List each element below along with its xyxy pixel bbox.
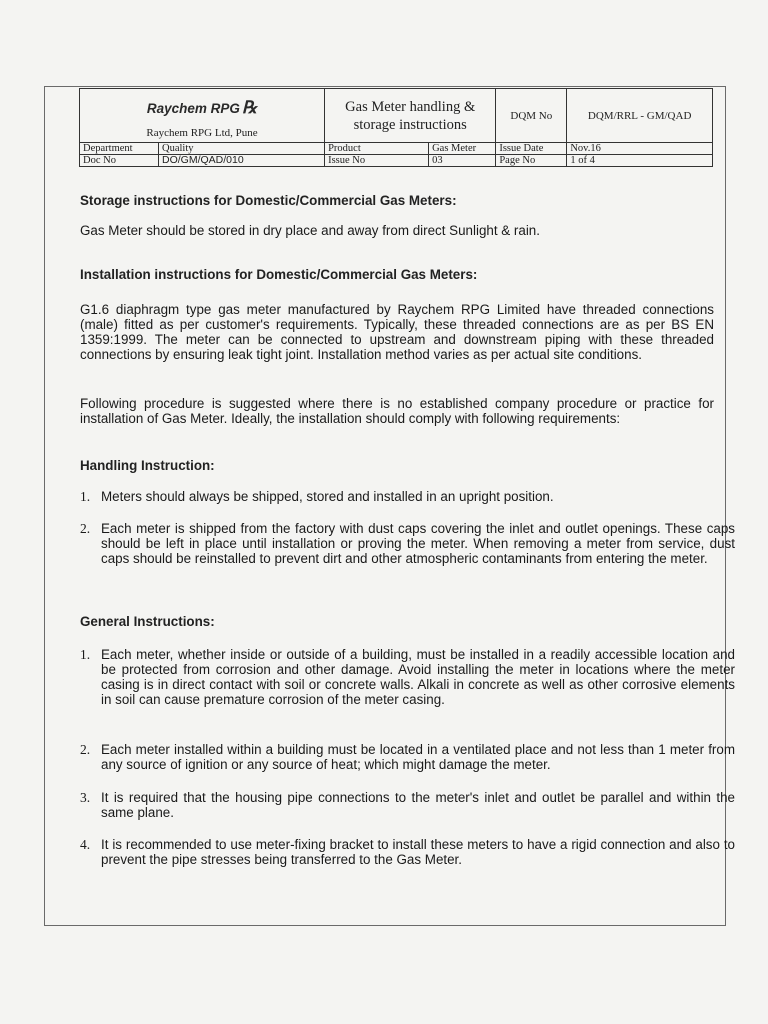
document-title xyxy=(325,89,496,143)
department-value: Quality xyxy=(159,143,325,155)
list-item-text: Each meter installed within a building must be located in a ventilated place and not less than 1 meter from any source of ignition or any source of heat; which might damage the meter. xyxy=(101,742,735,772)
installation-para-2: Following procedure is suggested where there is no established company procedure or practice for installation of Gas Meter. Ideally, the installation should comply with following requirements: xyxy=(80,396,714,426)
general-item-1 xyxy=(80,647,735,707)
storage-heading: Storage instructions for Domestic/Commercial Gas Meters: xyxy=(80,193,457,208)
brand-mark-icon: ℞ xyxy=(241,98,258,117)
list-item-text: Meters should always be shipped, stored and installed in an upright position. xyxy=(101,489,554,504)
brand-name: Raychem RPG xyxy=(146,101,240,116)
general-item-4 xyxy=(80,837,735,867)
list-item-text: Each meter is shipped from the factory with dust caps covering the inlet and outlet openings. These caps should be left in place until installation or proving the meter. When removing a meter from service, dust caps should be reinstalled to prevent dirt and other atmospheric contaminants from entering the meter. xyxy=(101,521,735,566)
list-number: 2. xyxy=(80,521,91,536)
handling-item-2 xyxy=(80,521,735,566)
general-item-2 xyxy=(80,742,735,772)
company-name: Raychem RPG Ltd, Pune xyxy=(146,127,258,139)
page-no-label: Page No xyxy=(496,155,567,167)
title-line-1: Gas Meter handling & xyxy=(345,98,476,115)
dqm-value: DQM/RRL - GM/QAD xyxy=(567,89,713,143)
installation-heading: Installation instructions for Domestic/Commercial Gas Meters: xyxy=(80,267,478,282)
list-number: 4. xyxy=(80,837,91,852)
installation-para-1: G1.6 diaphragm type gas meter manufactured by Raychem RPG Limited have threaded connections (male) fitted as per customer's requirements. Typically, these threaded connections are as per BS EN 1359:1999. The meter can be connected to upstream and downstream piping with these threaded connections by ensuring leak tight joint. Installation method varies as per actual site conditions. xyxy=(80,302,714,362)
page-no-value: 1 of 4 xyxy=(567,155,713,167)
general-item-3 xyxy=(80,790,735,820)
document-header-table xyxy=(79,88,713,167)
issue-date-label: Issue Date xyxy=(496,143,567,155)
storage-text: Gas Meter should be stored in dry place and away from direct Sunlight & rain. xyxy=(80,223,540,238)
title-line-2: storage instructions xyxy=(353,116,467,133)
list-number: 1. xyxy=(80,489,91,504)
list-number: 1. xyxy=(80,647,91,662)
list-item-text: It is recommended to use meter-fixing bracket to install these meters to have a rigid connection and also to prevent the pipe stresses being transferred to the Gas Meter. xyxy=(101,837,735,867)
issue-date-value: Nov.16 xyxy=(567,143,713,155)
product-label: Product xyxy=(325,143,429,155)
list-number: 2. xyxy=(80,742,91,757)
product-value: Gas Meter xyxy=(429,143,496,155)
issue-no-label: Issue No xyxy=(325,155,429,167)
company-logo xyxy=(83,98,321,118)
general-heading: General Instructions: xyxy=(80,614,215,629)
dqm-label: DQM No xyxy=(496,89,567,143)
list-item-text: It is required that the housing pipe connections to the meter's inlet and outlet be parallel and within the same plane. xyxy=(101,790,735,820)
logo-cell xyxy=(80,89,325,143)
list-item-text: Each meter, whether inside or outside of a building, must be installed in a readily accessible location and be protected from corrosion and other damage. Avoid installing the meter in locations where the meter casing is in direct contact with soil or concrete walls. Alkali in concrete as well as other corrosive elements in soil can cause premature corrosion of the meter casing. xyxy=(101,647,735,707)
doc-no-label: Doc No xyxy=(80,155,159,167)
handling-heading: Handling Instruction: xyxy=(80,458,215,473)
doc-no-value: DO/GM/QAD/010 xyxy=(159,155,325,167)
handling-item-1 xyxy=(80,489,735,504)
issue-no-value: 03 xyxy=(429,155,496,167)
department-label: Department xyxy=(80,143,159,155)
list-number: 3. xyxy=(80,790,91,805)
